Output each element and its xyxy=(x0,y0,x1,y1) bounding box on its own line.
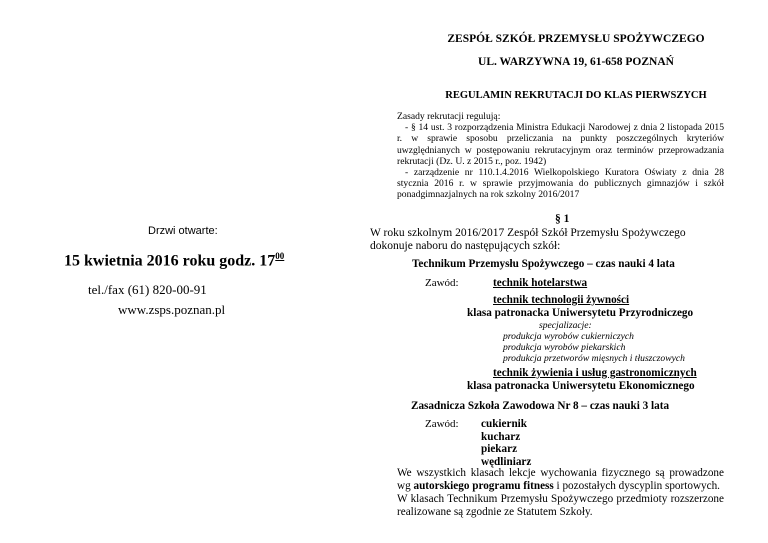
profession-hotel: technik hotelarstwa xyxy=(493,277,588,289)
vocational-profession: cukiernik xyxy=(481,418,528,430)
specializations-label: specjalizacje: xyxy=(539,320,592,331)
vocational-profession: wędliniarz xyxy=(481,455,532,468)
open-day-minutes: 00 xyxy=(275,251,285,261)
final-text: We wszystkich klasach lekcje wychowania fizycznego są prowadzone wg xyxy=(397,467,724,492)
school-name: ZESPÓŁ SZKÓŁ PRZEMYSŁU SPOŻYWCZEGO xyxy=(447,33,705,45)
patron-class-1: klasa patronacka Uniwersytetu Przyrodniczego xyxy=(467,307,694,319)
final-paragraph-extended: W klasach Technikum Przemysłu Spożywczego przedmioty rozszerzone realizowane są zgodnie ze Statutem Szkoły. xyxy=(397,493,724,518)
patron-class-2: klasa patronacka Uniwersytetu Ekonomicznego xyxy=(467,380,695,392)
specialization-item: produkcja wyrobów cukierniczych xyxy=(503,331,634,342)
profession-nutrition: technik żywienia i usług gastronomicznych xyxy=(493,367,697,379)
phone-fax: tel./fax (61) 820-00-91 xyxy=(88,282,207,297)
profession-label: Zawód: xyxy=(425,277,459,289)
profession-label: Zawód: xyxy=(425,418,459,430)
open-day-date-text: 15 kwietnia 2016 roku godz. 17 xyxy=(64,252,276,270)
intro-item: - § 14 ust. 3 rozporządzenia Ministra Edukacji Narodowej z dnia 2 listopada 2015 r. w sprawie sposobu przeliczania na punkty poszczególnych kryteriów uwzględnianych w postępowaniu rekrutacyjnym oraz terminów przeprowadzania rekrutacji (Dz. U. z 2015 r., poz. 1942) xyxy=(397,122,724,167)
final-paragraph-pe xyxy=(397,467,724,493)
fitness-program: autorskiego programu fitness xyxy=(413,480,554,492)
technikum-title: Technikum Przemysłu Spożywczego – czas nauki 4 lata xyxy=(412,258,675,270)
section-heading: § 1 xyxy=(555,213,570,225)
specialization-item: produkcja wyrobów piekarskich xyxy=(503,342,626,353)
school-address: UL. WARZYWNA 19, 61-658 POZNAŃ xyxy=(478,56,674,68)
intro-lead: Zasady rekrutacji regulują: xyxy=(397,111,501,122)
intro-block xyxy=(397,111,724,201)
profession-food-technology: technik technologii żywności xyxy=(493,294,630,306)
vocational-professions-list xyxy=(481,418,531,468)
vocational-school-title: Zasadnicza Szkoła Zawodowa Nr 8 – czas nauki 3 lata xyxy=(411,400,670,412)
vocational-profession: piekarz xyxy=(481,443,518,456)
vocational-profession: kucharz xyxy=(481,430,521,443)
website-link[interactable]: www.zsps.poznan.pl xyxy=(118,302,226,317)
final-notes xyxy=(397,467,724,519)
regulation-title: REGULAMIN REKRUTACJI DO KLAS PIERWSZYCH xyxy=(445,90,707,101)
specialization-item: produkcja przetworów mięsnych i tłuszczowych xyxy=(503,353,685,364)
open-day-label: Drzwi otwarte: xyxy=(148,225,218,237)
section-intro: W roku szkolnym 2016/2017 Zespół Szkół Przemysłu Spożywczego dokonuje naboru do następujących szkół: xyxy=(370,227,686,252)
open-day-date xyxy=(64,251,284,270)
intro-item: - zarządzenie nr 110.1.4.2016 Wielkopolskiego Kuratora Oświaty z dnia 28 stycznia 2016 r. w sprawie przyjmowania do publicznych gimnazjów i szkół ponadgimnazjalnych na rok szkolny 2016/2017 xyxy=(397,167,724,201)
final-text: i pozostałych dyscyplin sportowych. xyxy=(553,480,720,492)
